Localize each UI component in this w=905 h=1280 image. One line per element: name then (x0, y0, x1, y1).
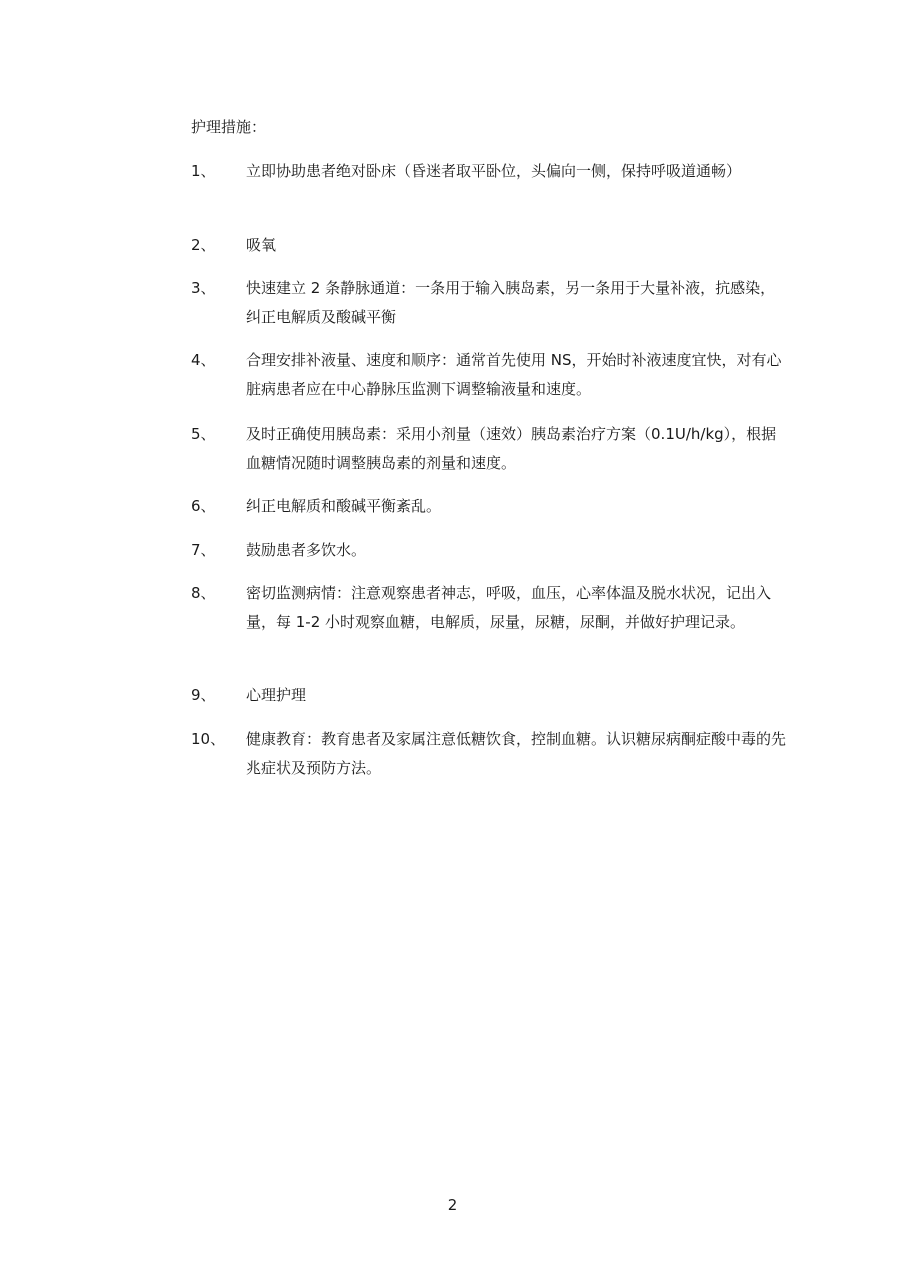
item-text: 密切监测病情：注意观察患者神志，呼吸，血压，心率体温及脱水状况，记出入量，每 1-2 小时观察血糖，电解质，尿量，尿糖，尿酮，并做好护理记录。 (246, 584, 772, 631)
item-text: 立即协助患者绝对卧床（昏迷者取平卧位，头偏向一侧，保持呼吸道通畅） (246, 162, 742, 180)
item-number: 5、 (191, 425, 216, 443)
item-number: 7、 (191, 541, 216, 559)
list-item (191, 231, 791, 260)
item-text: 合理安排补液量、速度和顺序：通常首先使用 NS，开始时补液速度宜快，对有心脏病患者应在中心静脉压监测下调整输液量和速度。 (246, 351, 782, 398)
item-text: 吸氧 (246, 236, 277, 254)
list-item (191, 157, 791, 186)
item-number: 6、 (191, 497, 216, 515)
list-item (191, 579, 791, 637)
list-item (191, 420, 791, 478)
item-number: 1、 (191, 162, 216, 180)
section-heading: 护理措施： (191, 118, 267, 136)
list-item (191, 346, 791, 404)
list-item (191, 536, 791, 565)
item-number: 10、 (191, 730, 226, 748)
item-text: 及时正确使用胰岛素：采用小剂量（速效）胰岛素治疗方案（0.1U/h/kg），根据血糖情况随时调整胰岛素的剂量和速度。 (246, 425, 777, 472)
item-text: 纠正电解质和酸碱平衡紊乱。 (246, 497, 442, 515)
item-number: 2、 (191, 236, 216, 254)
item-text: 心理护理 (246, 686, 307, 704)
page-number: 2 (447, 1196, 458, 1214)
item-number: 4、 (191, 351, 216, 369)
list-item (191, 725, 791, 783)
item-number: 3、 (191, 279, 216, 297)
item-text: 健康教育：教育患者及家属注意低糖饮食，控制血糖。认识糖尿病酮症酸中毒的先兆症状及预防方法。 (246, 730, 787, 777)
list-item (191, 492, 791, 521)
list-item (191, 274, 791, 332)
item-text: 鼓励患者多饮水。 (246, 541, 367, 559)
list-item (191, 681, 791, 710)
item-number: 8、 (191, 584, 216, 602)
item-text: 快速建立 2 条静脉通道：一条用于输入胰岛素，另一条用于大量补液，抗感染，纠正电解质及酸碱平衡 (246, 279, 776, 326)
item-number: 9、 (191, 686, 216, 704)
